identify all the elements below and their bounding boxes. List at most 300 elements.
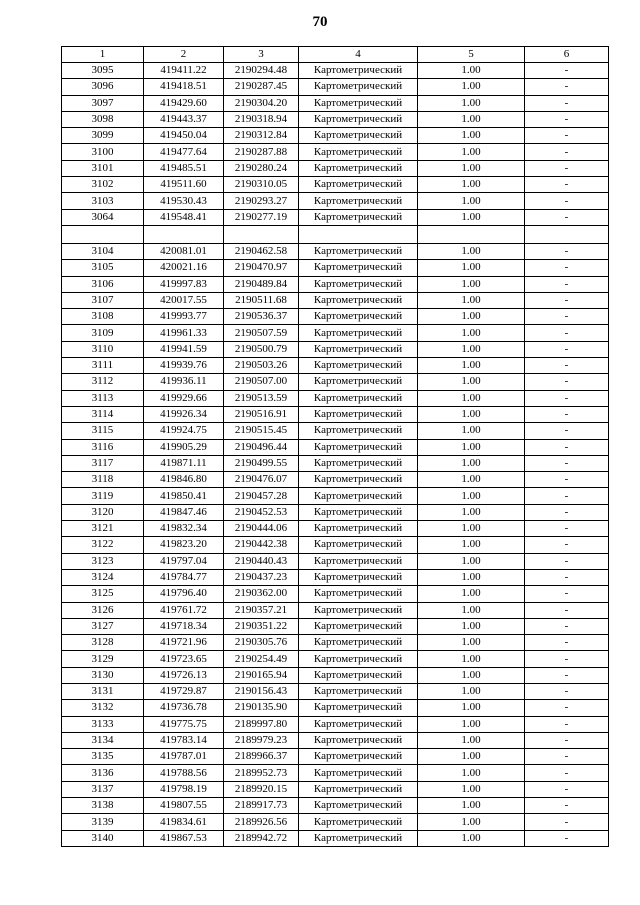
table-cell: 2189966.37	[224, 749, 299, 765]
table-cell: 1.00	[418, 683, 525, 699]
table-cell: -	[525, 455, 609, 471]
table-cell: Картометрический	[299, 651, 418, 667]
column-header: 1	[62, 47, 144, 63]
table-cell: 1.00	[418, 749, 525, 765]
table-cell: 2190156.43	[224, 683, 299, 699]
table-cell: 2189942.72	[224, 830, 299, 846]
table-cell: -	[525, 667, 609, 683]
table-cell: 3118	[62, 472, 144, 488]
table-cell: 419867.53	[144, 830, 224, 846]
table-row	[62, 193, 609, 209]
table-cell: Картометрический	[299, 667, 418, 683]
table-cell: Картометрический	[299, 814, 418, 830]
table-cell: 1.00	[418, 667, 525, 683]
table-cell	[525, 225, 609, 243]
table-cell: 1.00	[418, 423, 525, 439]
table-row	[62, 683, 609, 699]
table-cell: 419846.80	[144, 472, 224, 488]
table-cell: Картометрический	[299, 406, 418, 422]
table-cell: Картометрический	[299, 798, 418, 814]
table-cell: Картометрический	[299, 504, 418, 520]
table-cell: 2190357.21	[224, 602, 299, 618]
table-cell: 2190442.38	[224, 537, 299, 553]
page-number: 70	[312, 14, 328, 30]
table-cell: 2190452.53	[224, 504, 299, 520]
table-cell: 419847.46	[144, 504, 224, 520]
table-cell: -	[525, 390, 609, 406]
table-cell: 2190507.00	[224, 374, 299, 390]
table-cell: 2190507.59	[224, 325, 299, 341]
table-row	[62, 390, 609, 406]
table-cell: 3101	[62, 160, 144, 176]
table-cell: 1.00	[418, 111, 525, 127]
table-cell: 3129	[62, 651, 144, 667]
table-cell: 2190362.00	[224, 586, 299, 602]
table-cell: -	[525, 602, 609, 618]
table-cell: 419511.60	[144, 177, 224, 193]
table-cell: -	[525, 276, 609, 292]
table-row	[62, 177, 609, 193]
table-cell: Картометрический	[299, 325, 418, 341]
table-cell: 1.00	[418, 63, 525, 79]
table-cell: 419905.29	[144, 439, 224, 455]
table-cell: Картометрический	[299, 374, 418, 390]
table-cell: 3105	[62, 260, 144, 276]
table-cell: 3108	[62, 309, 144, 325]
table-cell: 1.00	[418, 128, 525, 144]
table-cell: Картометрический	[299, 260, 418, 276]
table-cell: Картометрический	[299, 144, 418, 160]
table-cell: 1.00	[418, 781, 525, 797]
table-cell: 2190457.28	[224, 488, 299, 504]
table-cell: 3120	[62, 504, 144, 520]
table-cell: Картометрический	[299, 358, 418, 374]
table-row	[62, 209, 609, 225]
table-cell: Картометрический	[299, 553, 418, 569]
table-cell: Картометрический	[299, 193, 418, 209]
table-cell: 3112	[62, 374, 144, 390]
table-cell: Картометрический	[299, 177, 418, 193]
table-row	[62, 618, 609, 634]
table-cell: 1.00	[418, 243, 525, 259]
table-cell: -	[525, 128, 609, 144]
table-row	[62, 309, 609, 325]
column-header: 3	[224, 47, 299, 63]
table-cell	[299, 225, 418, 243]
table-row	[62, 128, 609, 144]
table-cell: 1.00	[418, 160, 525, 176]
table-cell: 3131	[62, 683, 144, 699]
table-cell: 419783.14	[144, 732, 224, 748]
table-cell: Картометрический	[299, 683, 418, 699]
table-cell: 419796.40	[144, 586, 224, 602]
table-cell: 1.00	[418, 309, 525, 325]
table-cell: Картометрический	[299, 209, 418, 225]
table-cell: 419939.76	[144, 358, 224, 374]
table-cell: 1.00	[418, 390, 525, 406]
table-cell: 3133	[62, 716, 144, 732]
table-cell: -	[525, 193, 609, 209]
table-cell: 3137	[62, 781, 144, 797]
table-row	[62, 225, 609, 243]
table-cell: 3119	[62, 488, 144, 504]
table-row	[62, 439, 609, 455]
table-cell: -	[525, 798, 609, 814]
table-cell: Картометрический	[299, 488, 418, 504]
table-cell: -	[525, 814, 609, 830]
table-cell: Картометрический	[299, 309, 418, 325]
table-cell: 420081.01	[144, 243, 224, 259]
table-cell: -	[525, 830, 609, 846]
table-cell: 3100	[62, 144, 144, 160]
table-row	[62, 586, 609, 602]
table-row	[62, 716, 609, 732]
table-cell: 2189952.73	[224, 765, 299, 781]
table-cell: 3134	[62, 732, 144, 748]
table-cell	[418, 225, 525, 243]
table-cell: 1.00	[418, 292, 525, 308]
table-row	[62, 325, 609, 341]
table-cell: Картометрический	[299, 423, 418, 439]
table-cell: 3104	[62, 243, 144, 259]
table-cell: 1.00	[418, 798, 525, 814]
table-cell: Картометрический	[299, 79, 418, 95]
table-cell: 3097	[62, 95, 144, 111]
table-cell: -	[525, 765, 609, 781]
table-cell: 419477.64	[144, 144, 224, 160]
table-cell: -	[525, 358, 609, 374]
table-cell: Картометрический	[299, 586, 418, 602]
table-cell: -	[525, 95, 609, 111]
table-cell: Картометрический	[299, 569, 418, 585]
table-cell: 2190280.24	[224, 160, 299, 176]
table-row	[62, 79, 609, 95]
table-cell: 419871.11	[144, 455, 224, 471]
table-cell: 1.00	[418, 602, 525, 618]
table-row	[62, 651, 609, 667]
table-cell: 2190135.90	[224, 700, 299, 716]
table-cell: -	[525, 406, 609, 422]
table-cell: 2190318.94	[224, 111, 299, 127]
table-row	[62, 504, 609, 520]
table-cell: 2190489.84	[224, 276, 299, 292]
table-cell: 419788.56	[144, 765, 224, 781]
table-cell: 2190293.27	[224, 193, 299, 209]
table-cell: 419797.04	[144, 553, 224, 569]
table-cell: Картометрический	[299, 618, 418, 634]
table-cell: -	[525, 781, 609, 797]
table-cell: 1.00	[418, 325, 525, 341]
table-cell: -	[525, 260, 609, 276]
table-row	[62, 423, 609, 439]
table-cell: 1.00	[418, 472, 525, 488]
table-cell: 3138	[62, 798, 144, 814]
table-cell: 3107	[62, 292, 144, 308]
table-cell: Картометрический	[299, 111, 418, 127]
table-row	[62, 781, 609, 797]
table-cell: 1.00	[418, 814, 525, 830]
table-header-row	[62, 47, 609, 63]
table-row	[62, 814, 609, 830]
table-cell: 2189917.73	[224, 798, 299, 814]
table-cell: 1.00	[418, 586, 525, 602]
table-cell: -	[525, 537, 609, 553]
table-cell: Картометрический	[299, 749, 418, 765]
table-cell: 419941.59	[144, 341, 224, 357]
table-row	[62, 830, 609, 846]
table-row	[62, 358, 609, 374]
table-cell: 2190312.84	[224, 128, 299, 144]
table-cell: 419775.75	[144, 716, 224, 732]
table-row	[62, 749, 609, 765]
table-cell: 1.00	[418, 504, 525, 520]
table-cell: 419997.83	[144, 276, 224, 292]
table-cell	[144, 225, 224, 243]
table-cell: 1.00	[418, 193, 525, 209]
table-cell: 3122	[62, 537, 144, 553]
table-row	[62, 260, 609, 276]
table-cell: -	[525, 144, 609, 160]
table-cell: 1.00	[418, 79, 525, 95]
table-cell: 2190277.19	[224, 209, 299, 225]
table-cell: 2189920.15	[224, 781, 299, 797]
table-cell: 3126	[62, 602, 144, 618]
table-cell	[224, 225, 299, 243]
table-cell: Картометрический	[299, 781, 418, 797]
table-cell: -	[525, 716, 609, 732]
column-header: 6	[525, 47, 609, 63]
table-cell: 419784.77	[144, 569, 224, 585]
table-cell: Картометрический	[299, 128, 418, 144]
table-cell: 419548.41	[144, 209, 224, 225]
table-cell: 419723.65	[144, 651, 224, 667]
table-row	[62, 472, 609, 488]
table-cell: 1.00	[418, 260, 525, 276]
table-cell: Картометрический	[299, 276, 418, 292]
table-cell: 3098	[62, 111, 144, 127]
table-cell: 419832.34	[144, 521, 224, 537]
table-cell: 419418.51	[144, 79, 224, 95]
table-cell: Картометрический	[299, 602, 418, 618]
table-cell: Картометрический	[299, 439, 418, 455]
table-cell: Картометрический	[299, 830, 418, 846]
table-cell: 419787.01	[144, 749, 224, 765]
table-cell: 2190287.88	[224, 144, 299, 160]
table-cell: 1.00	[418, 358, 525, 374]
table-cell: 1.00	[418, 651, 525, 667]
table-cell: 420021.16	[144, 260, 224, 276]
table-row	[62, 488, 609, 504]
table-cell: 2190511.68	[224, 292, 299, 308]
table-cell: 2190305.76	[224, 635, 299, 651]
table-cell: 3109	[62, 325, 144, 341]
table-cell: 1.00	[418, 177, 525, 193]
table-cell: 1.00	[418, 537, 525, 553]
table-cell: 2190437.23	[224, 569, 299, 585]
table-cell: 2189997.80	[224, 716, 299, 732]
table-cell: -	[525, 325, 609, 341]
table-cell: 419850.41	[144, 488, 224, 504]
table-row	[62, 732, 609, 748]
table-row	[62, 292, 609, 308]
table-row	[62, 144, 609, 160]
table-cell: Картометрический	[299, 243, 418, 259]
table-cell: Картометрический	[299, 160, 418, 176]
table-cell: 419993.77	[144, 309, 224, 325]
table-cell: -	[525, 504, 609, 520]
table-cell: -	[525, 292, 609, 308]
table-cell: 2190499.55	[224, 455, 299, 471]
table-cell: -	[525, 309, 609, 325]
table-cell: 2190503.26	[224, 358, 299, 374]
table-cell: 2190310.05	[224, 177, 299, 193]
table-cell: 419834.61	[144, 814, 224, 830]
table-cell: 2190516.91	[224, 406, 299, 422]
table-cell: -	[525, 160, 609, 176]
table-cell: 419961.33	[144, 325, 224, 341]
table-cell: 420017.55	[144, 292, 224, 308]
table-cell: 2189926.56	[224, 814, 299, 830]
table-row	[62, 455, 609, 471]
table-row	[62, 553, 609, 569]
table-cell: 3064	[62, 209, 144, 225]
table-cell: 3113	[62, 390, 144, 406]
table-cell: 2190287.45	[224, 79, 299, 95]
table-row	[62, 63, 609, 79]
table-cell: 2190496.44	[224, 439, 299, 455]
table-cell: 3117	[62, 455, 144, 471]
table-cell: Картометрический	[299, 472, 418, 488]
table-cell: -	[525, 618, 609, 634]
table-cell: Картометрический	[299, 716, 418, 732]
table-row	[62, 341, 609, 357]
table-cell: -	[525, 439, 609, 455]
table-cell: 3114	[62, 406, 144, 422]
table-cell: 1.00	[418, 635, 525, 651]
table-cell: -	[525, 700, 609, 716]
table-cell: 3115	[62, 423, 144, 439]
table-cell: 3124	[62, 569, 144, 585]
table-cell: 419530.43	[144, 193, 224, 209]
table-cell: 2190536.37	[224, 309, 299, 325]
table-cell: 3125	[62, 586, 144, 602]
table-cell: 1.00	[418, 341, 525, 357]
table-cell: 2190462.58	[224, 243, 299, 259]
table-cell: 2190304.20	[224, 95, 299, 111]
table-cell: 419924.75	[144, 423, 224, 439]
table-cell: 2190294.48	[224, 63, 299, 79]
table-cell: 1.00	[418, 209, 525, 225]
table-row	[62, 602, 609, 618]
table-cell: 419450.04	[144, 128, 224, 144]
table-cell: 3128	[62, 635, 144, 651]
table-cell: 1.00	[418, 144, 525, 160]
table-cell: 1.00	[418, 765, 525, 781]
table-cell: 419411.22	[144, 63, 224, 79]
table-cell: -	[525, 569, 609, 585]
table-cell: 3106	[62, 276, 144, 292]
table-row	[62, 406, 609, 422]
table-cell: 3140	[62, 830, 144, 846]
table-cell: Картометрический	[299, 521, 418, 537]
table-cell: 2190254.49	[224, 651, 299, 667]
table-cell: 1.00	[418, 553, 525, 569]
table-cell: 419721.96	[144, 635, 224, 651]
table-cell: -	[525, 749, 609, 765]
table-cell: -	[525, 472, 609, 488]
table-cell: -	[525, 341, 609, 357]
table-cell: 1.00	[418, 374, 525, 390]
table-cell: -	[525, 63, 609, 79]
table-cell: 2189979.23	[224, 732, 299, 748]
table-cell: 419823.20	[144, 537, 224, 553]
table-cell: 3103	[62, 193, 144, 209]
table-cell: 1.00	[418, 95, 525, 111]
table-cell: 2190351.22	[224, 618, 299, 634]
table-cell: 1.00	[418, 439, 525, 455]
table-cell: 1.00	[418, 830, 525, 846]
column-header: 5	[418, 47, 525, 63]
table-cell: 2190513.59	[224, 390, 299, 406]
table-cell: -	[525, 635, 609, 651]
table-body	[62, 63, 609, 847]
table-cell: 3130	[62, 667, 144, 683]
table-cell: 3116	[62, 439, 144, 455]
table-cell: Картометрический	[299, 732, 418, 748]
table-cell: 1.00	[418, 618, 525, 634]
table-cell: 419798.19	[144, 781, 224, 797]
table-cell: -	[525, 683, 609, 699]
table-cell: Картометрический	[299, 63, 418, 79]
table-cell: 2190440.43	[224, 553, 299, 569]
column-header: 4	[299, 47, 418, 63]
table-cell: Картометрический	[299, 455, 418, 471]
table-cell: 419761.72	[144, 602, 224, 618]
table-cell: 419485.51	[144, 160, 224, 176]
table-cell: 3132	[62, 700, 144, 716]
table-cell: -	[525, 732, 609, 748]
table-cell: 419936.11	[144, 374, 224, 390]
table-cell: 3099	[62, 128, 144, 144]
table-cell: Картометрический	[299, 635, 418, 651]
table-cell: 2190476.07	[224, 472, 299, 488]
table-cell: -	[525, 488, 609, 504]
table-cell: 419926.34	[144, 406, 224, 422]
table-cell: Картометрический	[299, 390, 418, 406]
table-cell: -	[525, 521, 609, 537]
table-row	[62, 798, 609, 814]
table-cell: 419718.34	[144, 618, 224, 634]
table-cell: 3096	[62, 79, 144, 95]
coordinates-table	[61, 46, 609, 847]
column-header: 2	[144, 47, 224, 63]
table-cell: 3110	[62, 341, 144, 357]
table-cell: 1.00	[418, 732, 525, 748]
table-cell: 3121	[62, 521, 144, 537]
table-cell: 1.00	[418, 276, 525, 292]
table-cell: 419429.60	[144, 95, 224, 111]
table-cell: 1.00	[418, 488, 525, 504]
table-cell: 3095	[62, 63, 144, 79]
table-row	[62, 243, 609, 259]
table-cell: 419736.78	[144, 700, 224, 716]
table-cell: 3102	[62, 177, 144, 193]
table-row	[62, 700, 609, 716]
table-row	[62, 635, 609, 651]
table-cell: -	[525, 651, 609, 667]
table-row	[62, 160, 609, 176]
table-cell: 3136	[62, 765, 144, 781]
